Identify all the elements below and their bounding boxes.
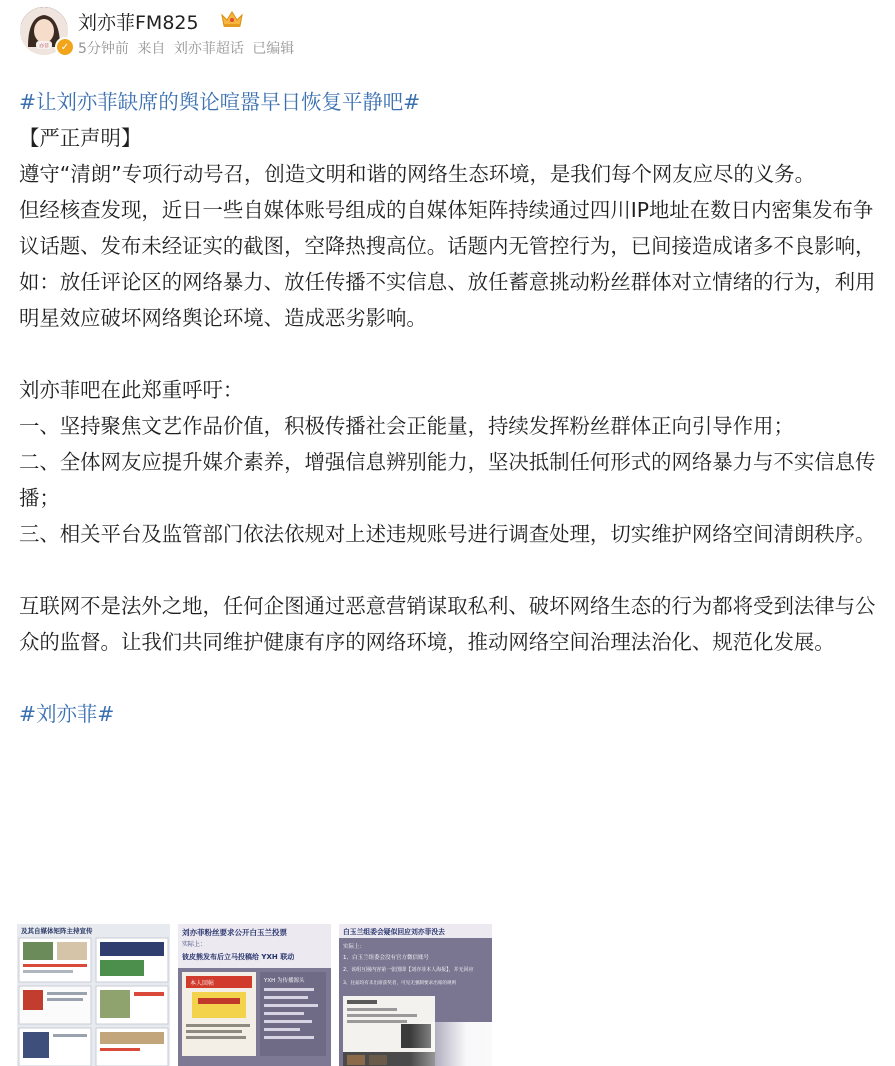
username-link[interactable]: 刘亦菲FM825 bbox=[78, 12, 199, 34]
thumbnail-1-image bbox=[17, 924, 170, 1066]
thumbnail-2-line2: 彼皮熊发布后立马投稿给 YXH 联动 bbox=[182, 953, 295, 961]
post-meta bbox=[78, 38, 298, 58]
appeal-item-2: 二、全体网友应提升媒介素养，增强信息辨别能力，坚决抵制任何形式的网络暴力与不实信息传播； bbox=[19, 450, 876, 510]
paragraph-2: 但经核查发现，近日一些自媒体账号组成的自媒体矩阵持续通过四川IP地址在数日内密集发布争议话题、发布未经证实的截图，空降热搜高位。话题内无管控行为，已间接造成诸多不良影响，如：放任评论区的网络暴力、放任传播不实信息、放任蓄意挑动粉丝群体对立情绪的行为，利用明星效应破坏网络舆论环境、造成恶劣影响。 bbox=[19, 198, 876, 330]
edited-label[interactable]: 已编辑 bbox=[252, 41, 295, 57]
image-thumbnail-1[interactable] bbox=[17, 924, 170, 1066]
post-header bbox=[0, 0, 895, 70]
appeal-item-1: 一、坚持聚焦文艺作品价值，积极传播社会正能量，持续发挥粉丝群体正向引导作用； bbox=[19, 414, 794, 438]
source-link[interactable]: 刘亦菲超话 bbox=[173, 41, 244, 57]
crown-icon bbox=[220, 9, 244, 29]
hashtag-link-bottom[interactable]: #刘亦菲# bbox=[19, 702, 115, 726]
verified-badge-icon: ✓ bbox=[55, 37, 75, 57]
thumbnail-3-item1: 1、白玉兰组委会没有官方微信账号 bbox=[343, 955, 430, 961]
thumbnail-2-tag: YXH 为传播源头 bbox=[264, 978, 305, 984]
appeal-intro: 刘亦菲吧在此郑重呼吁： bbox=[19, 378, 244, 402]
image-thumbnail-2[interactable] bbox=[178, 924, 331, 1066]
thumbnail-3-item2: 2、该组互圈内容第一张图即【刘亦菲本人海报】，并无回应 bbox=[343, 967, 474, 973]
image-fade-overlay bbox=[410, 1022, 550, 1066]
appeal-item-3: 三、相关平台及监管部门依法依规对上述违规账号进行调查处理，切实维护网络空间清朗秩序。 bbox=[19, 522, 876, 546]
source-prefix: 来自 bbox=[137, 41, 166, 57]
thumbnail-3-title: 白玉兰组委会疑似回应刘亦菲没去 bbox=[343, 928, 445, 936]
paragraph-1: 遵守“清朗”专项行动号召，创造文明和谐的网络生态环境，是我们每个网友应尽的义务。 bbox=[19, 162, 815, 186]
post-time: 5分钟前 bbox=[78, 41, 129, 57]
thumbnail-1-title: 及其自媒体矩阵主持宣传 bbox=[21, 927, 93, 935]
thumbnail-2-title: 刘亦菲粉丝要求公开白玉兰投票 bbox=[182, 928, 287, 937]
closing-paragraph: 互联网不是法外之地，任何企图通过恶意营销谋取私利、破坏网络生态的行为都将受到法律与公众的监督。让我们共同维护健康有序的网络环境，推动网络空间治理法治化、规范化发展。 bbox=[19, 594, 876, 654]
thumbnail-2-note: 本人回帖 bbox=[190, 980, 215, 987]
statement-heading: 【严正声明】 bbox=[19, 126, 142, 150]
hashtag-link-top[interactable]: #让刘亦菲缺席的舆论喧嚣早日恢复平静吧# bbox=[19, 90, 421, 114]
thumbnail-2-line1: 实际上： bbox=[182, 941, 207, 948]
thumbnail-2-image bbox=[178, 924, 331, 1066]
thumbnail-3-line1: 实际上： bbox=[343, 944, 366, 950]
avatar-caption: 亦菲 bbox=[38, 43, 50, 50]
thumbnail-3-item3: 3、往届均有未出席获奖者，可见无强制要求出席的规则 bbox=[343, 981, 457, 986]
post-body bbox=[19, 84, 879, 732]
